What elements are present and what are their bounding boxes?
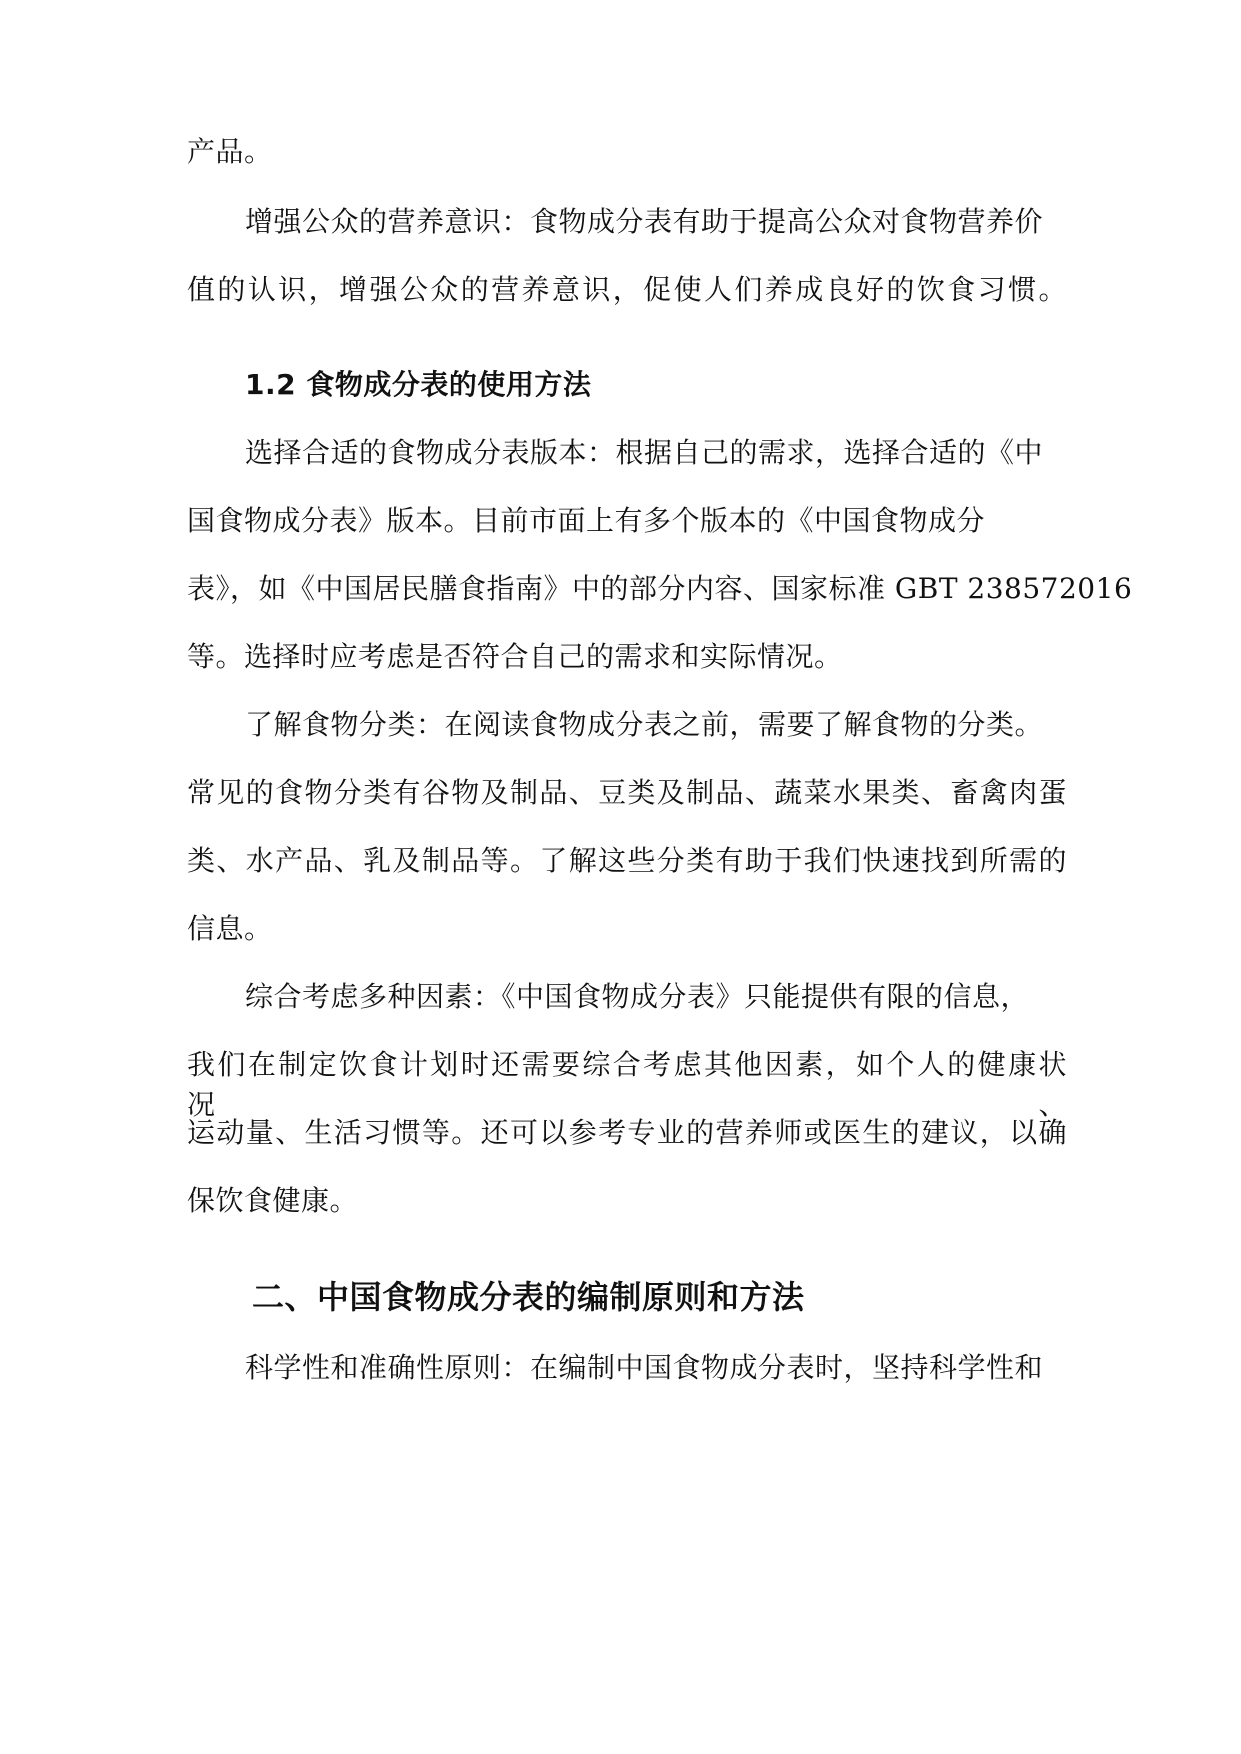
paragraph-factors-line-2: 我们在制定饮食计划时还需要综合考虑其他因素，如个人的健康状况、 [187,1048,1067,1121]
section-heading-1-2: 1.2 食物成分表的使用方法 [245,368,592,401]
paragraph-select-line-3: 表》，如《中国居民膳食指南》中的部分内容、国家标准 GBT 238572016 [187,572,1133,605]
paragraph-principle-line-1: 科学性和准确性原则：在编制中国食物成分表时，坚持科学性和 [245,1351,1044,1384]
paragraph-factors-line-3: 运动量、生活习惯等。还可以参考专业的营养师或医生的建议，以确 [187,1116,1067,1149]
paragraph-continuation-line: 产品。 [187,135,273,168]
paragraph-select-line-2: 国食物成分表》版本。目前市面上有多个版本的《中国食物成分 [187,504,986,537]
paragraph-classify-line-3: 类、水产品、乳及制品等。了解这些分类有助于我们快速找到所需的 [187,844,1067,877]
paragraph-classify-line-2: 常见的食物分类有谷物及制品、豆类及制品、蔬菜水果类、畜禽肉蛋 [187,776,1067,809]
paragraph-select-line-1: 选择合适的食物成分表版本：根据自己的需求，选择合适的《中 [245,436,1044,469]
paragraph-awareness-line-1: 增强公众的营养意识：食物成分表有助于提高公众对食物营养价 [245,205,1044,238]
paragraph-factors-line-1: 综合考虑多种因素：《中国食物成分表》只能提供有限的信息， [245,980,1030,1013]
paragraph-classify-line-4: 信息。 [187,912,273,945]
paragraph-select-line-4: 等。选择时应考虑是否符合自己的需求和实际情况。 [187,640,843,673]
paragraph-factors-line-4: 保饮食健康。 [187,1184,359,1217]
section-heading-2: 二、中国食物成分表的编制原则和方法 [252,1278,805,1316]
paragraph-awareness-line-2: 值的认识，增强公众的营养意识，促使人们养成良好的饮食习惯。 [187,273,1067,306]
paragraph-classify-line-1: 了解食物分类：在阅读食物成分表之前，需要了解食物的分类。 [245,708,1044,741]
